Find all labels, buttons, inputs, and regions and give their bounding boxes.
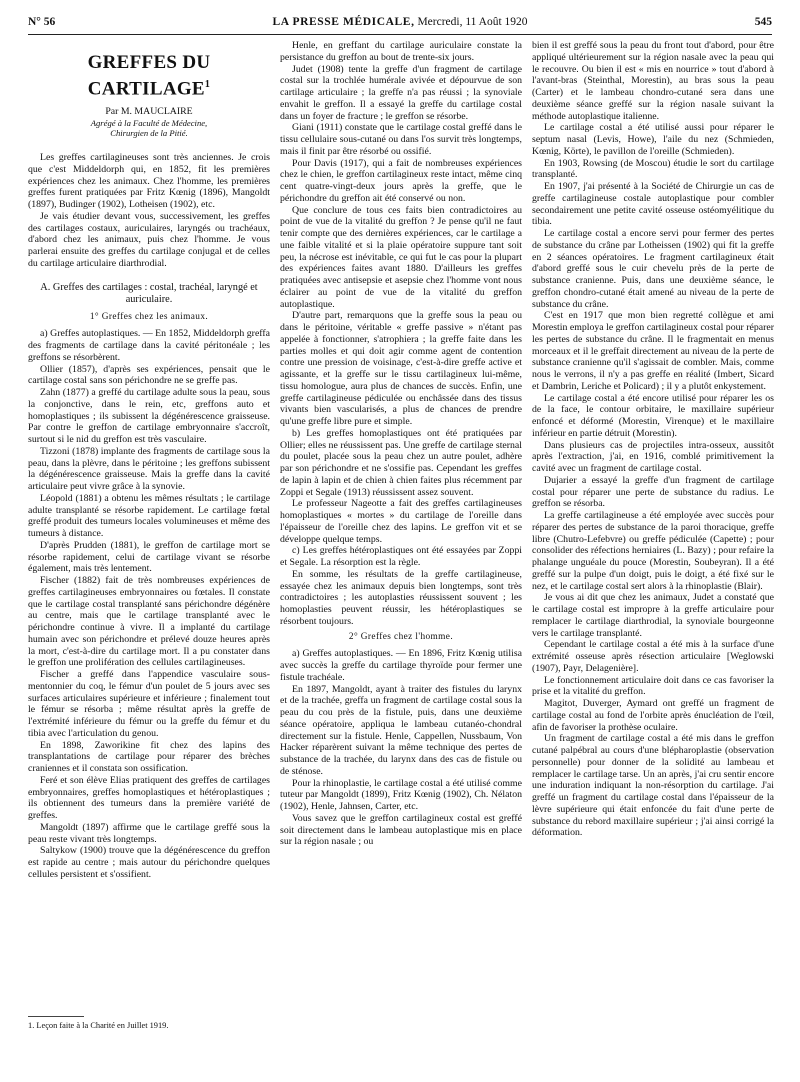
paragraph: Zahn (1877) a greffé du cartilage adulte sous la peau, sous la conjonctive, dans le rein, etc, greffons auto et homoplastiques ; ils subissent la dégénérescence graisseuse. Par contre le greffon de cartilage embryonnaire s'accroît, surtout si le nid du greffon est très vasculaire. xyxy=(28,387,270,446)
column-3 xyxy=(532,40,774,1070)
paragraph: En 1903, Rowsing (de Moscou) étudie le sort du cartilage transplanté. xyxy=(532,157,774,181)
subsection-heading-animals: 1° Greffes chez les animaux. xyxy=(89,311,209,322)
affiliation-line-1: Agrégé à la Faculté de Médecine, xyxy=(90,118,208,129)
paragraph: Je vais étudier devant vous, successivement, les greffes des cartilages costaux, auriculaires, laryngés ou trachéaux, d'abord chez les animaux, puis chez l'homme. Je vous parlerai ensuite des greffes du cartilage conjugal et de celles du cartilage articulaire diarthrodial. xyxy=(28,210,270,269)
paragraph: En somme, les résultats de la greffe cartilagineuse, essayée chez les animaux depuis bien longtemps, sont très contradictoires ; les autoplasties réussissent souvent ; les homoplasties peuvent réussir, les hétéroplastiques se résorbent toujours. xyxy=(280,568,522,627)
paragraph: Feré et son élève Elias pratiquent des greffes de cartilages embryonnaires, greffes homoplastiques et hétéroplastiques ; ils obtiennent des tumeurs dans la première variété de greffes. xyxy=(28,774,270,822)
paragraph: Le fonctionnement articulaire doit dans ce cas favoriser la prise et la vitalité du greffon. xyxy=(532,674,774,698)
issue-date: Mercredi, 11 Août 1920 xyxy=(414,16,528,28)
paragraph: a) Greffes autoplastiques. — En 1852, Middeldorph greffa des fragments de cartilage dans la cavité péritonéale ; les greffons se résorbèrent. xyxy=(28,328,270,363)
journal-masthead xyxy=(28,16,772,28)
paragraph: C'est en 1917 que mon bien regretté collègue et ami Morestin employa le greffon cartilagineux costal pour réparer les pertes de substance du crâne. Il le fragmentait en menus morceaux et il le greffait directement au niveau de la perte de substance cranienne qu'il s'agissait de combler. Mais, comme nous le verrons, il n'y a pas greffe en réalité (Imbert, Sicard et Dambrin, Leriche et Policard) ; il y a plutôt enkystement. xyxy=(532,310,774,392)
author-byline: Par M. MAUCLAIRE xyxy=(105,106,193,118)
footnote-rule xyxy=(28,1016,84,1017)
journal-name: LA PRESSE MÉDICALE, xyxy=(272,16,415,28)
paragraph: En 1898, Zaworikine fit chez des lapins des transplantations de cartilage pour réparer des brèches craniennes et il constata son ossification. xyxy=(28,739,270,775)
paragraph: c) Les greffes hétéroplastiques ont été essayées par Zoppi et Segale. La résorption est la règle. xyxy=(280,545,522,568)
paragraph: Vous savez que le greffon cartilagineux costal est greffé soit directement dans le lambeau autoplastique mis en place sur la région nasale ; ou xyxy=(280,812,522,848)
paragraph: Le professeur Nageotte a fait des greffes cartilagineuses homoplastiques « mortes » du cartilage de l'oreille dans l'épaisseur de l'oreille chez des lapins. Le greffon vit et se développe quelque temps. xyxy=(280,498,522,545)
paragraph: Pour la rhinoplastie, le cartilage costal a été utilisé comme tuteur par Mangoldt (1899), Fritz Kœnig (1902), Ch. Nélaton (1902), Henle, Jahnsen, Carter, etc. xyxy=(280,777,522,812)
page-number: 545 xyxy=(754,16,772,28)
author-affiliation xyxy=(28,118,270,138)
paragraph: b) Les greffes homoplastiques ont été pratiquées par Ollier; elles ne réussissent pas. Une greffe de cartilage sternal du poulet, placée sous la peau chez un autre poulet, adhère par son périchondre et ne s'ossifie pas. Cependant les greffes de lapin à lapin et de chien à chien faites plus récemment par Zoppi et Segale (1913) réussissent assez souvent. xyxy=(280,427,522,498)
paragraph: En 1907, j'ai présenté à la Société de Chirurgie un cas de greffe cartilagineuse costale autoplastique pour combler secondairement une petite cavité osseuse ostéomyélitique du tibia. xyxy=(532,181,774,228)
subsection-heading-human: 2° Greffes chez l'homme. xyxy=(348,631,454,642)
paragraph: La greffe cartilagineuse a été employée avec succès pour réparer des pertes de substance de la paroi thoracique, greffe libre (Chutro-Lefebvre) ou greffe pédiculée (Capette) ; pour consolider des réfections herniaires (L. Bazy) ; pour refaire la phalange unguéale du pouce (Morestin, Soubeyran). Il a été greffé sur la pulpe d'un doigt, puis le doigt, a été fixé sur le nez, et le cartilage costal sert alors à la rhinoplastie (Blair). xyxy=(532,510,774,592)
paragraph: Fischer a greffé dans l'appendice vasculaire sous-mentonnier du coq, le fémur d'un poulet de 5 jours avec ses surfaces articulaires supérieure et inférieure ; finalement tout le fémur se résorba ; même résultat après la greffe de l'extrémité inférieure du fémur ou la greffe du fémur et du tibia avec l'articulation du genou. xyxy=(28,669,270,739)
title-footnote-marker: 1 xyxy=(204,79,211,90)
header-rule xyxy=(28,34,772,35)
paragraph: Le cartilage costal a encore servi pour fermer des pertes de substance du crâne par Lotheissen (1902) qui fit la greffe en 2 séances opératoires. Le fragment cartilagineux était d'abord greffé sous le cuir chevelu près de la perte de substance cranienne. Puis, dans une deuxième séance, le greffon chondro-cutané était amené au niveau de la perte de substance du crâne. xyxy=(532,228,774,310)
paragraph: Léopold (1881) a obtenu les mêmes résultats ; le cartilage adulte transplanté se résorbe rapidement. Le cartilage fœtal greffé produit des tumeurs locales volumineuses et même des tumeurs à distance. xyxy=(28,492,270,540)
paragraph: Pour Davis (1917), qui a fait de nombreuses expériences chez le chien, le greffon cartilagineux reste intact, même cinq cent quatre-vingt-deux jours après la greffe, que le périchondre du greffon ait été conservé ou non. xyxy=(280,157,522,204)
paragraph: Ollier (1857), d'après ses expériences, pensait que le cartilage costal sans son périchondre ne se greffe pas. xyxy=(28,363,270,387)
paragraph: Giani (1911) constate que le cartilage costal greffé dans le tissu cellulaire sous-cutané ou dans l'os survit très longtemps, mais il finit par être résorbé ou ossifié. xyxy=(280,122,522,157)
paragraph: Dujarier a essayé la greffe d'un fragment de cartilage costal pour réparer une perte de substance du radius. Le greffon se résorba. xyxy=(532,474,774,510)
paragraph: Le cartilage costal a été utilisé aussi pour réparer le septum nasal (Levis, Howe), l'aile du nez (Schmieden, Kœnig, Körte), le pavillon de l'oreille (Schmieden). xyxy=(532,122,774,157)
paragraph: Magitot, Duverger, Aymard ont greffé un fragment de cartilage costal au fond de l'orbite après énucléation de l'œil, afin de favoriser la prothèse oculaire. xyxy=(532,698,774,733)
paragraph: Le cartilage costal a été encore utilisé pour réparer les os de la face, le contour orbitaire, le maxillaire supérieur enfoncé et déformé (Morestin, Virenque) et le maxillaire inférieur en partie détruit (Morestin). xyxy=(532,392,774,439)
article-title: GREFFES DU CARTILAGE$^1$ xyxy=(87,52,211,100)
section-heading-a: A. Greffes des cartilages : costal, trachéal, laryngé et auriculaire. xyxy=(40,281,258,305)
paragraph: Dans plusieurs cas de projectiles intra-osseux, aussitôt après l'extraction, j'ai, en 1916, comblé primitivement la cavité avec un fragment de cartilage costal. xyxy=(532,439,774,474)
paragraph: Un fragment de cartilage costal a été mis dans le greffon cutané palpébral au cours d'une blépharoplastie (observation personnelle) pour donner de la solidité au lambeau et remplacer le cartilage tarse. Un an après, j'ai cru sentir encore une induration indiquant la non-résorption du cartilage. J'ai greffé un fragment du cartilage costal dans l'épaisseur de la lèvre supérieure qui était enfoncée du fait d'une perte de substance du rebord maxillaire supérieur ; j'ai ainsi corrigé la déformation. xyxy=(532,733,774,839)
affiliation-line-2: Chirurgien de la Pitié. xyxy=(110,128,188,139)
paragraph: Judet (1908) tente la greffe d'un fragment de cartilage costal sur la trochlée humérale avivée et dépourvue de son cartilage articulaire ; la greffe n'a pas réussi ; la synoviale envahit le greffon. Il a essayé la greffe du cartilage costal dans un foyer de fracture ; le greffon se résorbe. xyxy=(280,63,522,122)
running-head xyxy=(28,16,772,32)
paragraph: a) Greffes autoplastiques. — En 1896, Fritz Kœnig utilisa avec succès la greffe du cartilage thyroïde pour fermer une fistule trachéale. xyxy=(280,648,522,683)
column-2 xyxy=(280,40,522,1070)
paragraph: Mangoldt (1897) affirme que le cartilage greffé sous la peau reste vivant très longtemps. xyxy=(28,821,270,845)
paragraph: Cependant le cartilage costal a été mis à la surface d'une extrémité osseuse après résection articulaire [Weglowski (1907), Payr, Delagenière]. xyxy=(532,639,774,674)
paragraph: D'après Prudden (1881), le greffon de cartilage mort se résorbe rapidement, celui de cartilage vivant se résorbe également, mais très lentement. xyxy=(28,539,270,575)
paragraph: Tizzoni (1878) implante des fragments de cartilage sous la peau, dans la plèvre, dans le péritoine ; les greffons subissent la dégénérescence graisseuse. Mais la greffe dans la cavité articulaire peut vivre grâce à la synovie. xyxy=(28,445,270,493)
paragraph: D'autre part, remarquons que la greffe sous la peau ou dans le péritoine, véritable « greffe passive » n'étant pas appelée à fonctionner, s'atrophiera ; la greffe faite dans les parties molles et qui doit agir comme agent de contention contre une pression de voisinage, c'est-à-dire greffe active et agissante, et la greffe sur le tissu cartilagineux lui-même, tissu homologue, aura plus de chances de succès. Enfin, une greffe cartilagineuse pédiculée ou enchâssée dans des tissus vivants bien vascularisés, a plus de chances de prendre qu'une greffe libre pure et simple. xyxy=(280,310,522,427)
paragraph: En 1897, Mangoldt, ayant à traiter des fistules du larynx et de la trachée, greffa un fragment de cartilage costal sous la peau du cou près de la fistule, puis, dans une deuxième séance opératoire, appliqua le lambeau cutanéo-chondral directement sur la fistule. Henle, Cappellen, Nussbaum, Von Hacker réparèrent suivant la même technique des pertes de substance de la trachée, du larynx dans des cas de fistule ou de sténose. xyxy=(280,683,522,777)
paragraph: Les greffes cartilagineuses sont très anciennes. Je crois que c'est Middeldorph qui, en 1852, fit les premières expériences chez les animaux. Chez l'homme, les premières greffes furent pratiquées par Fritz Kœnig (1896), Mangoldt (1897), Budinger (1902), Lotheisen (1902), etc. xyxy=(28,152,270,211)
footnote: 1. Leçon faite à la Charité en Juillet 1919. xyxy=(28,1021,169,1030)
paragraph: Henle, en greffant du cartilage auriculaire constate la persistance du greffon au bout de trente-six jours. xyxy=(280,40,522,63)
issue-number: N° 56 xyxy=(28,16,56,28)
paragraph: Je vous ai dit que chez les animaux, Judet a constaté que le cartilage costal est impropre à la greffe articulaire pour remplacer le cartilage diarthrodial, la synoviale bourgeonne vers le cartilage transplanté. xyxy=(532,592,774,639)
paragraph: Que conclure de tous ces faits bien contradictoires au point de vue de la vitalité du greffon ? Je pense qu'il ne faut tenir compte que des dernières expériences, car le cartilage a une faible vitalité et si la plaie opératoire suppure tant soit peu, la nécrose est inévitable, ce qui fut le cas pour la plupart des expériences faites avant 1880. D'ailleurs les greffes pratiquées avec antisepsie et asepsie chez l'homme vont nous éclairer au point de vue de la vitalité du greffon autoplastique. xyxy=(280,204,522,310)
column-1 xyxy=(28,40,270,1070)
paragraph: Saltykow (1900) trouve que la dégénérescence du greffon est rapide au centre ; mais autour du périchondre quelques cellules persistent et s'ossifient. xyxy=(28,845,270,880)
paragraph: Fischer (1882) fait de très nombreuses expériences de greffes cartilagineuses embryonnaires ou fœtales. Il constate que le cartilage costal transplanté sans périchondre dégénère au centre, mais que le cartilage transplanté avec le périchondre continue à vivre. Il a implanté du cartilage humain avec son périchondre et prélevé douze heures après la mort, c'est-à-dire du cartilage mort. Il a pu constater dans le greffon une prolifération des cellules cartilagineuses. xyxy=(28,575,270,669)
paragraph-continued: bien il est greffé sous la peau du front tout d'abord, pour être appliqué ultérieurement sur la région nasale avec la peau qui le recouvre. Ou bien il est « mis en nourrice » tout d'abord à l'avant-bras (Steinthal, Morestin), au bras sous la peau (Carter) et le lambeau chondro-cutané sera dans une deuxième séance greffé sur la région nasale suivant la méthode autoplastique italienne. xyxy=(532,40,774,122)
